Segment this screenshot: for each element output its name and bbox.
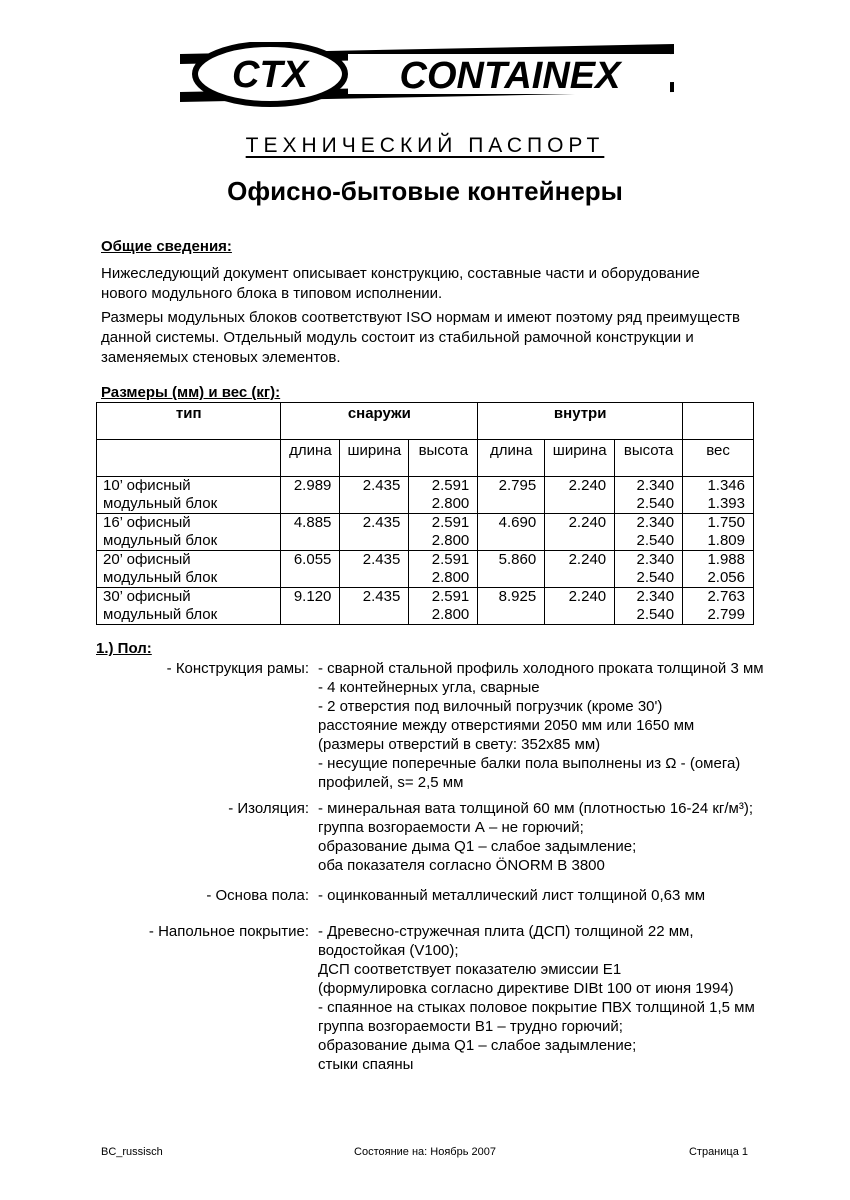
cell-line: 16’ офисный — [103, 514, 191, 531]
cell-line: 2.800 — [431, 495, 470, 512]
floor-spec-line: - сварной стальной профиль холодного проката толщиной 3 мм — [318, 660, 764, 677]
document-title: ТЕХНИЧЕСКИЙ ПАСПОРТ — [245, 134, 605, 157]
cell-line: 2.340 — [636, 588, 675, 605]
cell-line: 2.240 — [568, 588, 607, 605]
cell-weight — [683, 588, 754, 625]
cell-line: 2.540 — [636, 606, 675, 623]
floor-spec-line: группа возгораемости А – не горючий; — [318, 819, 584, 836]
cell-line: 2.989 — [293, 477, 332, 494]
cell-line: 2.056 — [707, 569, 745, 586]
floor-spec-line: - оцинкованный металлический лист толщиной 0,63 мм — [318, 887, 706, 904]
cell-line: 2.591 — [431, 551, 470, 568]
cell-line: 2.435 — [362, 477, 401, 494]
cell-line: 2.540 — [636, 495, 675, 512]
cell-inside-length — [478, 551, 545, 588]
subheader-cell: высота — [409, 440, 478, 477]
cell-line: 6.055 — [293, 551, 332, 568]
cell-outside-length — [281, 551, 340, 588]
cell-outside-height — [409, 588, 478, 625]
cell-inside-height — [615, 588, 683, 625]
cell-outside-height — [409, 551, 478, 588]
cell-line: модульный блок — [103, 569, 218, 586]
floor-spec-line: - 4 контейнерных угла, сварные — [318, 679, 540, 696]
cell-inside-width — [545, 551, 615, 588]
cell-line: 4.690 — [498, 514, 537, 531]
cell-outside-length — [281, 477, 340, 514]
floor-spec-line: профилей, s= 2,5 мм — [318, 774, 464, 791]
cell-inside-height — [615, 514, 683, 551]
cell-inside-width — [545, 588, 615, 625]
header-outside: снаружи — [281, 403, 478, 440]
cell-inside-length — [478, 477, 545, 514]
floor-spec-value — [318, 659, 798, 792]
cell-weight — [683, 551, 754, 588]
footer-status: Состояние на: Ноябрь 2007 — [354, 1146, 496, 1158]
cell-line: 2.435 — [362, 588, 401, 605]
floor-spec-line: водостойкая (V100); — [318, 942, 459, 959]
cell-line: 1.809 — [707, 532, 745, 549]
cell-line: 20’ офисный — [103, 551, 191, 568]
header-type: тип — [97, 403, 281, 440]
dimensions-heading: Размеры (мм) и вес (кг): — [101, 384, 281, 401]
cell-inside-width — [545, 514, 615, 551]
logo-mark: CTX — [232, 54, 308, 96]
floor-spec-line: образование дыма Q1 – слабое задымление; — [318, 838, 637, 855]
general-heading: Общие сведения: — [101, 238, 232, 255]
cell-line: 2.800 — [431, 606, 470, 623]
cell-line: 2.340 — [636, 477, 675, 494]
header-weight-blank — [683, 403, 754, 440]
cell-line: 2.435 — [362, 551, 401, 568]
cell-line: 2.240 — [568, 514, 607, 531]
cell-line: модульный блок — [103, 606, 218, 623]
floor-spec-line: (размеры отверстий в свету: 352x85 мм) — [318, 736, 601, 753]
cell-line: 10’ офисный — [103, 477, 191, 494]
floor-spec-line: образование дыма Q1 – слабое задымление; — [318, 1037, 637, 1054]
cell-line: 9.120 — [293, 588, 332, 605]
table-row — [97, 551, 754, 588]
table-row — [97, 588, 754, 625]
cell-outside-length — [281, 588, 340, 625]
cell-line: модульный блок — [103, 532, 218, 549]
dimensions-table — [96, 402, 754, 625]
cell-type — [97, 551, 281, 588]
floor-spec-line: - 2 отверстия под вилочный погрузчик (кроме 30') — [318, 698, 663, 715]
subheader-blank — [97, 440, 281, 477]
cell-line: 2.340 — [636, 551, 675, 568]
cell-weight — [683, 477, 754, 514]
cell-inside-height — [615, 477, 683, 514]
subheader-cell: длина — [281, 440, 340, 477]
cell-line: 2.540 — [636, 532, 675, 549]
cell-line: 2.800 — [431, 569, 470, 586]
cell-inside-length — [478, 588, 545, 625]
cell-line: 1.988 — [707, 551, 745, 568]
cell-line: 1.393 — [707, 495, 745, 512]
general-paragraph-1: Нижеследующий документ описывает конструкцию, составные части и оборудование нового модульного блока в типовом исполнении. — [101, 265, 700, 302]
cell-line: 1.750 — [707, 514, 745, 531]
cell-line: 30’ офисный — [103, 588, 191, 605]
floor-spec-line: - минеральная вата толщиной 60 мм (плотностью 16-24 кг/м³); — [318, 800, 754, 817]
cell-outside-width — [340, 588, 409, 625]
floor-spec-value — [318, 799, 798, 875]
floor-heading: 1.) Пол: — [96, 640, 152, 657]
containex-logo — [180, 42, 674, 112]
cell-outside-length — [281, 514, 340, 551]
cell-weight — [683, 514, 754, 551]
floor-spec-line: ДСП соответствует показателю эмиссии E1 — [318, 961, 622, 978]
cell-outside-width — [340, 477, 409, 514]
cell-outside-height — [409, 514, 478, 551]
subheader-cell: ширина — [545, 440, 615, 477]
cell-line: 2.240 — [568, 477, 607, 494]
cell-line: 2.435 — [362, 514, 401, 531]
cell-line: 2.800 — [431, 532, 470, 549]
floor-spec-label: - Изоляция: — [228, 800, 309, 817]
floor-spec-line: (формулировка согласно директиве DIBt 100 от июня 1994) — [318, 980, 734, 997]
cell-type — [97, 588, 281, 625]
document-subtitle: Офисно-бытовые контейнеры — [227, 176, 623, 206]
cell-type — [97, 477, 281, 514]
floor-spec-line: - спаянное на стыках половое покрытие ПВХ толщиной 1,5 мм — [318, 999, 755, 1016]
cell-line: 1.346 — [707, 477, 745, 494]
cell-line: 2.591 — [431, 477, 470, 494]
cell-line: 2.799 — [707, 606, 745, 623]
floor-spec-label: - Напольное покрытие: — [148, 923, 309, 940]
cell-line: 2.340 — [636, 514, 675, 531]
floor-spec-line: - Древесно-стружечная плита (ДСП) толщиной 22 мм, — [318, 923, 694, 940]
cell-line: 4.885 — [293, 514, 332, 531]
cell-line: 2.540 — [636, 569, 675, 586]
cell-outside-width — [340, 551, 409, 588]
floor-spec-label: - Конструкция рамы: — [166, 660, 309, 677]
subheader-cell: вес — [683, 440, 754, 477]
cell-type — [97, 514, 281, 551]
cell-line: модульный блок — [103, 495, 218, 512]
floor-spec-line: группа возгораемости B1 – трудно горючий; — [318, 1018, 623, 1035]
subheader-cell: высота — [615, 440, 683, 477]
floor-spec-value — [318, 922, 798, 1074]
cell-line: 8.925 — [498, 588, 537, 605]
footer-doc-id: BC_russisch — [101, 1146, 163, 1158]
floor-spec-value — [318, 886, 798, 905]
footer-page-number: Страница 1 — [688, 1146, 748, 1158]
floor-spec-line: оба показателя согласно ÖNORM B 3800 — [318, 857, 605, 874]
general-paragraph-2: Размеры модульных блоков соответствуют ISO нормам и имеют поэтому ряд преимуществ данной системы. Отдельный модуль состоит из стабильной рамочной конструкции и заменяемых стеновых элементов. — [101, 309, 741, 366]
cell-line: 2.795 — [498, 477, 537, 494]
cell-line: 2.240 — [568, 551, 607, 568]
subheader-cell: ширина — [340, 440, 409, 477]
cell-line: 5.860 — [498, 551, 537, 568]
floor-spec-line: стыки спаяны — [318, 1056, 414, 1073]
subheader-cell: длина — [478, 440, 545, 477]
floor-spec-label: - Основа пола: — [206, 887, 309, 904]
cell-inside-length — [478, 514, 545, 551]
table-row — [97, 477, 754, 514]
cell-outside-width — [340, 514, 409, 551]
cell-line: 2.591 — [431, 588, 470, 605]
logo-brand: CONTAINEX — [399, 55, 621, 97]
cell-line: 2.591 — [431, 514, 470, 531]
cell-inside-height — [615, 551, 683, 588]
floor-spec-line: - несущие поперечные балки пола выполнены из Ω - (омега) — [318, 755, 741, 772]
table-row — [97, 514, 754, 551]
cell-inside-width — [545, 477, 615, 514]
floor-spec-line: расстояние между отверстиями 2050 мм или 1650 мм — [318, 717, 695, 734]
cell-outside-height — [409, 477, 478, 514]
cell-line: 2.763 — [707, 588, 745, 605]
header-inside: внутри — [478, 403, 683, 440]
